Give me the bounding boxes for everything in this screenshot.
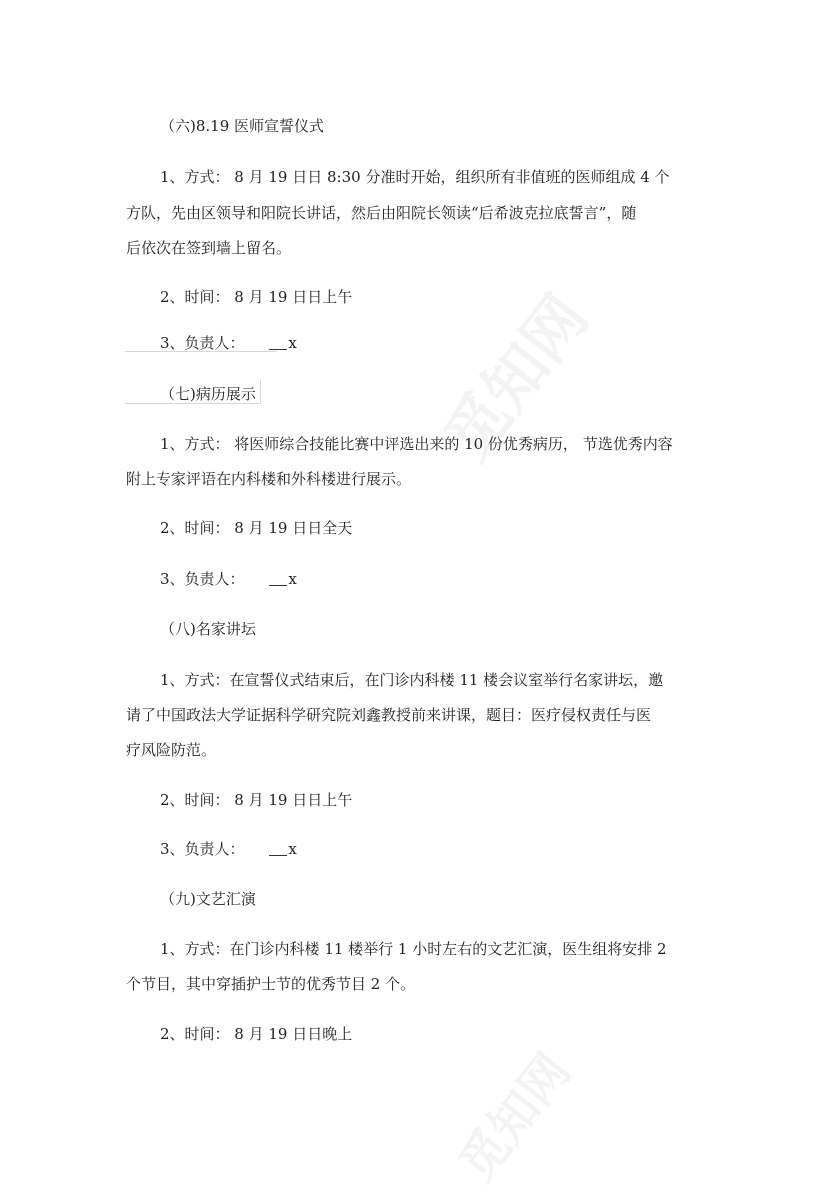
owner-line bbox=[160, 839, 297, 859]
table-rule bbox=[260, 380, 261, 404]
paragraph-line: 1、方式：在门诊内科楼 11 楼举行 1 小时左右的文艺汇演，医生组将安排 2 bbox=[160, 940, 667, 958]
paragraph-line: 方队，先由区领导和阳院长讲话，然后由阳院长领读“后希波克拉底誓言”，随 bbox=[126, 204, 637, 222]
paragraph-line: 1、方式： 将医师综合技能比赛中评选出来的 10 份优秀病历， 节选优秀内容 bbox=[160, 435, 673, 453]
paragraph-line: 请了中国政法大学证据科学研究院刘鑫教授前来讲课，题目：医疗侵权责任与医 bbox=[126, 706, 652, 724]
owner-label: 3、负责人： bbox=[160, 840, 245, 858]
owner-label: 3、负责人： bbox=[160, 570, 245, 588]
owner-line bbox=[160, 333, 297, 353]
paragraph-line: 附上专家评语在内科楼和外科楼进行展示。 bbox=[126, 470, 412, 488]
blank-underline bbox=[269, 571, 287, 586]
time-line: 2、时间： 8 月 19 日日上午 bbox=[160, 288, 353, 306]
owner-value: x bbox=[288, 334, 297, 352]
blank-underline bbox=[269, 841, 287, 856]
section-heading: （八)名家讲坛 bbox=[160, 620, 256, 638]
paragraph-line: 个节目，其中穿插护士节的优秀节目 2 个。 bbox=[126, 975, 416, 993]
paragraph-line: 1、方式： 8 月 19 日日 8:30 分准时开始，组织所有非值班的医师组成 4 个 bbox=[160, 168, 670, 186]
time-line: 2、时间： 8 月 19 日日上午 bbox=[160, 791, 353, 809]
owner-line bbox=[160, 569, 297, 589]
time-line: 2、时间： 8 月 19 日日晚上 bbox=[160, 1025, 353, 1043]
paragraph-line: 后依次在签到墙上留名。 bbox=[126, 239, 292, 257]
section-heading: （六)8.19 医师宣誓仪式 bbox=[160, 117, 325, 135]
section-heading: （七)病历展示 bbox=[160, 385, 256, 403]
time-line: 2、时间： 8 月 19 日日全天 bbox=[160, 519, 353, 537]
paragraph-line: 1、方式：在宣誓仪式结束后，在门诊内科楼 11 楼会议室举行名家讲坛，邀 bbox=[160, 671, 664, 689]
owner-label: 3、负责人： bbox=[160, 334, 245, 352]
paragraph-line: 疗风险防范。 bbox=[126, 741, 217, 759]
owner-value: x bbox=[288, 840, 297, 858]
section-heading: （九)文艺汇演 bbox=[160, 890, 256, 908]
watermark-bottom bbox=[440, 1037, 583, 1192]
blank-underline bbox=[269, 335, 287, 350]
owner-value: x bbox=[288, 570, 297, 588]
